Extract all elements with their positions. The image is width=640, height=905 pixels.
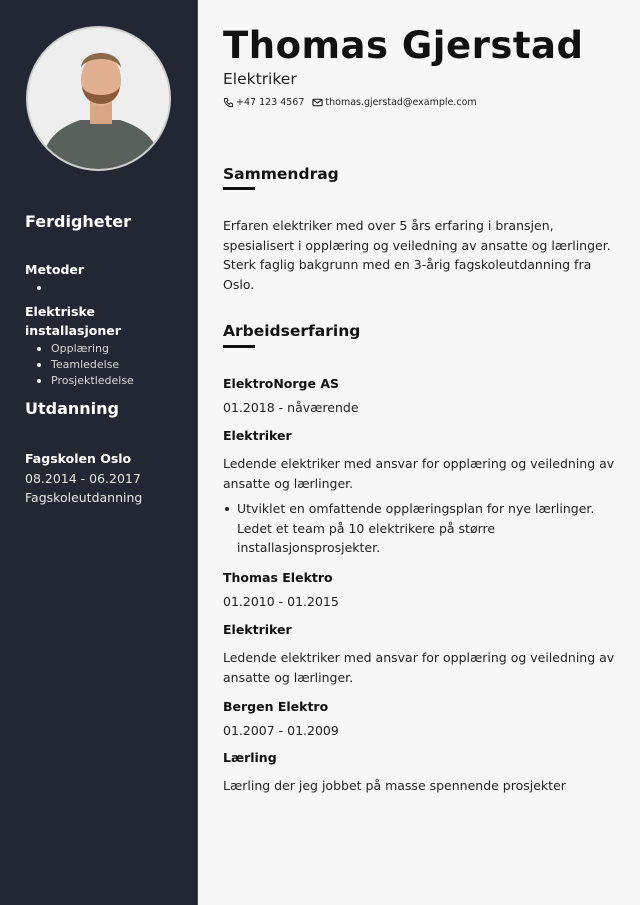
heading-underline (223, 187, 255, 190)
email-contact[interactable] (312, 97, 476, 108)
experience-heading: Arbeidserfaring (223, 322, 361, 340)
job-description: Lærling der jeg jobbet på masse spennende prosjekter (223, 778, 566, 793)
mail-icon (312, 97, 323, 108)
sidebar (0, 0, 198, 905)
phone-number: +47 123 4567 (236, 97, 305, 108)
summary-heading: Sammendrag (223, 165, 339, 183)
job-description: Ledende elektriker med ansvar for opplæring og veiledning av ansatte og lærlinger. (223, 650, 615, 685)
job-role: Elektriker (223, 622, 292, 637)
phone-contact[interactable] (223, 97, 304, 108)
skills-heading: Ferdigheter (25, 212, 132, 231)
job-role: Lærling (223, 750, 277, 765)
job-dates: 01.2018 - nåværende (223, 400, 359, 415)
education-degree: Fagskoleutdanning (25, 490, 143, 505)
heading-underline (223, 345, 255, 348)
summary-text: Erfaren elektriker med over 5 års erfaring i bransjen, spesialisert i opplæring og veiledning av ansatte og lærlinger. Sterk faglig bakgrunn med en 3-årig fagskoleutdanning fra Oslo. (223, 218, 611, 292)
job-role: Elektriker (223, 428, 292, 443)
profile-photo-icon (28, 28, 171, 171)
job-dates: 01.2010 - 01.2015 (223, 594, 339, 609)
job-company: Bergen Elektro (223, 699, 329, 714)
email-address: thomas.gjerstad@example.com (325, 97, 477, 108)
skill-item: Opplæring (37, 341, 134, 357)
education-school: Fagskolen Oslo (25, 451, 132, 466)
job-dates: 01.2007 - 01.2009 (223, 723, 339, 738)
skill-item: Teamledelse (37, 357, 134, 373)
skill-list (37, 341, 134, 389)
education-dates: 08.2014 - 06.2017 (25, 471, 141, 486)
avatar (26, 26, 171, 171)
skill-group-name (25, 302, 121, 340)
phone-icon (223, 97, 234, 108)
contact-info (223, 97, 477, 108)
skill-item: Prosjektledelse (37, 373, 134, 389)
job-company: ElektroNorge AS (223, 376, 340, 391)
job-bullet: Utviklet en omfattende opplæringsplan for nye lærlinger. Ledet et team på 10 elektrikere på større installasjonsprosjekter. (223, 499, 623, 558)
skill-group-name-line: installasjoner (25, 323, 121, 338)
job-description: Ledende elektriker med ansvar for opplæring og veiledning av ansatte og lærlinger. (223, 456, 615, 491)
education-heading: Utdanning (25, 399, 119, 418)
job-title: Elektriker (223, 70, 297, 88)
job-company: Thomas Elektro (223, 570, 333, 585)
skill-group-name: Metoder (25, 262, 85, 277)
skill-group-name-line: Elektriske (25, 304, 95, 319)
person-name: Thomas Gjerstad (223, 24, 584, 67)
